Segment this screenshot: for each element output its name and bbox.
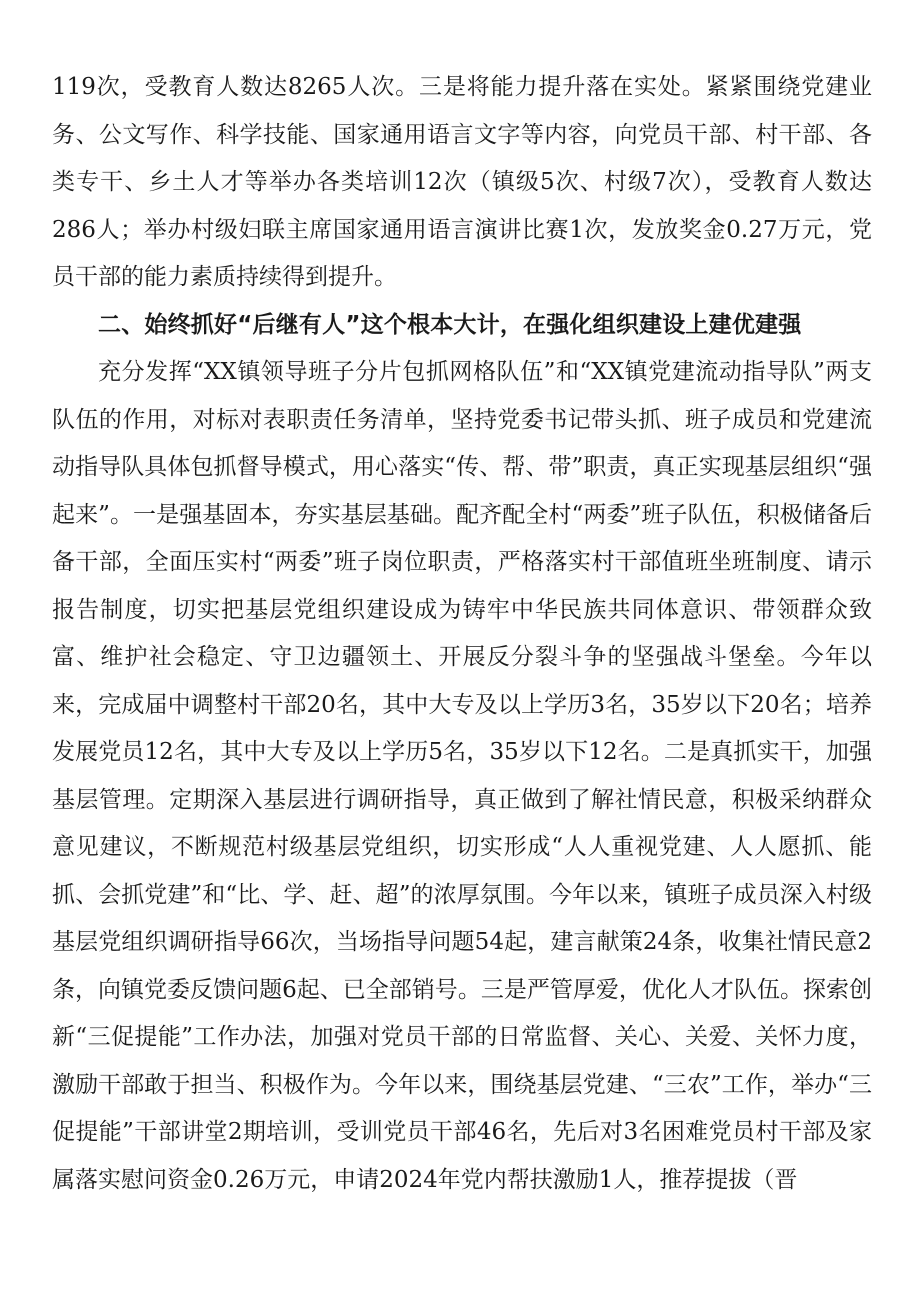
paragraph-training-summary: 119次，受教育人数达8265人次。三是将能力提升落在实处。紧紧围绕党建业务、公文写作、科学技能、国家通用语言文字等内容，向党员干部、村干部、各类专干、乡土人才等举办各类培训12次（镇级5次、村级7次），受教育人数达286人；举办村级妇联主席国家通用语言演讲比赛1次，发放奖金0.27万元，党员干部的能力素质持续得到提升。 [52,74,872,290]
paragraph-organization-building: 充分发挥“XX镇领导班子分片包抓网格队伍”和“XX镇党建流动指导队”两支队伍的作用，对标对表职责任务清单，坚持党委书记带头抓、班子成员和党建流动指导队具体包抓督导模式，用心落实“传、帮、带”职责，真正实现基层组织“强起来”。一是强基固本，夯实基层基础。配齐配全村“两委”班子队伍，积极储备后备干部，全面压实村“两委”班子岗位职责，严格落实村干部值班坐班制度、请示报告制度，切实把基层党组织建设成为铸牢中华民族共同体意识、带领群众致富、维护社会稳定、守卫边疆领土、开展反分裂斗争的坚强战斗堡垒。今年以来，完成届中调整村干部20名，其中大专及以上学历3名，35岁以下20名；培养发展党员12名，其中大专及以上学历5名，35岁以下12名。二是真抓实干，加强基层管理。定期深入基层进行调研指导，真正做到了解社情民意，积极采纳群众意见建议，不断规范村级基层党组织，切实形成“人人重视党建、人人愿抓、能抓、会抓党建”和“比、学、赶、超”的浓厚氛围。今年以来，镇班子成员深入村级基层党组织调研指导66次，当场指导问题54起，建言献策24条，收集社情民意2条，向镇党委反馈问题6起、已全部销号。三是严管厚爱，优化人才队伍。探索创新“三促提能”工作办法，加强对党员干部的日常监督、关心、关爱、关怀力度，激励干部敢于担当、积极作为。今年以来，围绕基层党建、“三农”工作，举办“三促提能”干部讲堂2期培训，受训党员干部46名，先后对3名困难党员村干部及家属落实慰问资金0.26万元，申请2024年党内帮扶激励1人，推荐提拔（晋 [52,359,872,1193]
section-heading-organization-building: 二、始终抓好“后继有人”这个根本大计，在强化组织建设上建优建强 [98,311,802,338]
document-body [52,64,872,1204]
